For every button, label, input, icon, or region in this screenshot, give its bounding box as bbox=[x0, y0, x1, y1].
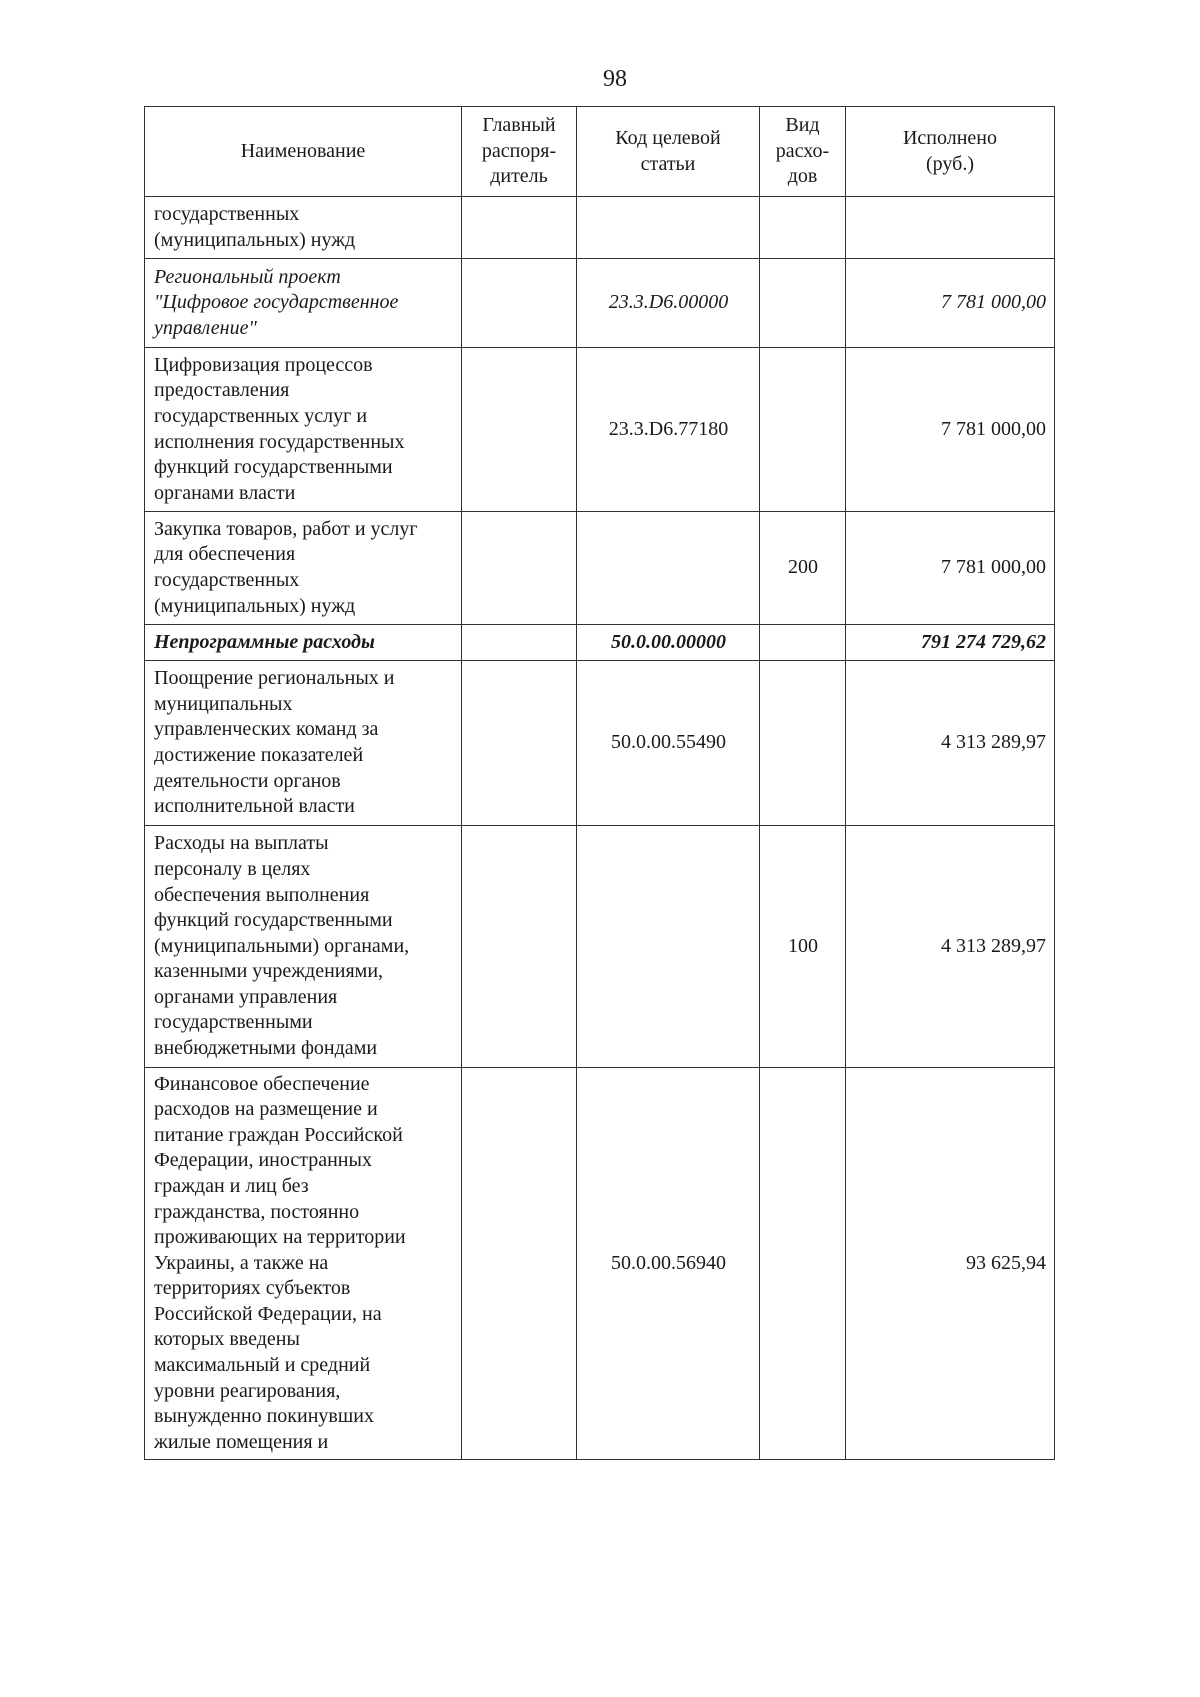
cell-executed: 93 625,94 bbox=[846, 1068, 1055, 1460]
cell-type bbox=[760, 625, 846, 661]
table-row bbox=[145, 826, 1055, 1068]
header-code: Код целевой статьи bbox=[577, 107, 760, 197]
cell-manager bbox=[462, 826, 577, 1068]
table-body bbox=[145, 197, 1055, 1460]
cell-name: Финансовое обеспечение расходов на размещение и питание граждан Российской Федерации, иностранных граждан и лиц без гражданства, постоянно проживающих на территории Украины, а также на территориях субъектов Российской Федерации, на которых введены максимальный и средний уровни реагирования, вынужденно покинувших жилые помещения и bbox=[145, 1068, 462, 1460]
cell-type bbox=[760, 197, 846, 259]
cell-code: 23.3.D6.77180 bbox=[577, 348, 760, 512]
table-row bbox=[145, 197, 1055, 259]
header-manager: Главный распоря- дитель bbox=[462, 107, 577, 197]
table-row bbox=[145, 512, 1055, 625]
cell-name: Расходы на выплаты персоналу в целях обеспечения выполнения функций государственными (муниципальными) органами, казенными учреждениями, органами управления государственными внебюджетными фондами bbox=[145, 826, 462, 1068]
cell-name: Закупка товаров, работ и услуг для обеспечения государственных (муниципальных) нужд bbox=[145, 512, 462, 625]
cell-code: 50.0.00.56940 bbox=[577, 1068, 760, 1460]
cell-code bbox=[577, 512, 760, 625]
header-type: Вид расхо- дов bbox=[760, 107, 846, 197]
table-row bbox=[145, 625, 1055, 661]
cell-executed bbox=[846, 197, 1055, 259]
cell-manager bbox=[462, 1068, 577, 1460]
table-row bbox=[145, 1068, 1055, 1460]
cell-name: Поощрение региональных и муниципальных управленческих команд за достижение показателей деятельности органов исполнительной власти bbox=[145, 661, 462, 826]
cell-type bbox=[760, 348, 846, 512]
header-name: Наименование bbox=[145, 107, 462, 197]
cell-executed: 7 781 000,00 bbox=[846, 348, 1055, 512]
budget-table bbox=[144, 106, 1055, 1460]
cell-name: Непрограммные расходы bbox=[145, 625, 462, 661]
table-row bbox=[145, 348, 1055, 512]
cell-manager bbox=[462, 661, 577, 826]
cell-type bbox=[760, 661, 846, 826]
cell-name: Региональный проект "Цифровое государственное управление" bbox=[145, 259, 462, 348]
cell-code bbox=[577, 826, 760, 1068]
header-executed: Исполнено (руб.) bbox=[846, 107, 1055, 197]
cell-type: 200 bbox=[760, 512, 846, 625]
cell-manager bbox=[462, 197, 577, 259]
cell-type: 100 bbox=[760, 826, 846, 1068]
cell-manager bbox=[462, 512, 577, 625]
cell-manager bbox=[462, 259, 577, 348]
cell-executed: 7 781 000,00 bbox=[846, 512, 1055, 625]
cell-code: 23.3.D6.00000 bbox=[577, 259, 760, 348]
page-number: 98 bbox=[603, 66, 627, 92]
table-header-row bbox=[145, 107, 1055, 197]
cell-executed: 7 781 000,00 bbox=[846, 259, 1055, 348]
cell-type bbox=[760, 259, 846, 348]
cell-executed: 4 313 289,97 bbox=[846, 826, 1055, 1068]
cell-manager bbox=[462, 348, 577, 512]
cell-executed: 4 313 289,97 bbox=[846, 661, 1055, 826]
cell-code: 50.0.00.00000 bbox=[577, 625, 760, 661]
table-row bbox=[145, 661, 1055, 826]
cell-manager bbox=[462, 625, 577, 661]
cell-type bbox=[760, 1068, 846, 1460]
cell-executed: 791 274 729,62 bbox=[846, 625, 1055, 661]
cell-code: 50.0.00.55490 bbox=[577, 661, 760, 826]
table-row bbox=[145, 259, 1055, 348]
cell-code bbox=[577, 197, 760, 259]
cell-name: Цифровизация процессов предоставления государственных услуг и исполнения государственных функций государственными органами власти bbox=[145, 348, 462, 512]
cell-name: государственных (муниципальных) нужд bbox=[145, 197, 462, 259]
